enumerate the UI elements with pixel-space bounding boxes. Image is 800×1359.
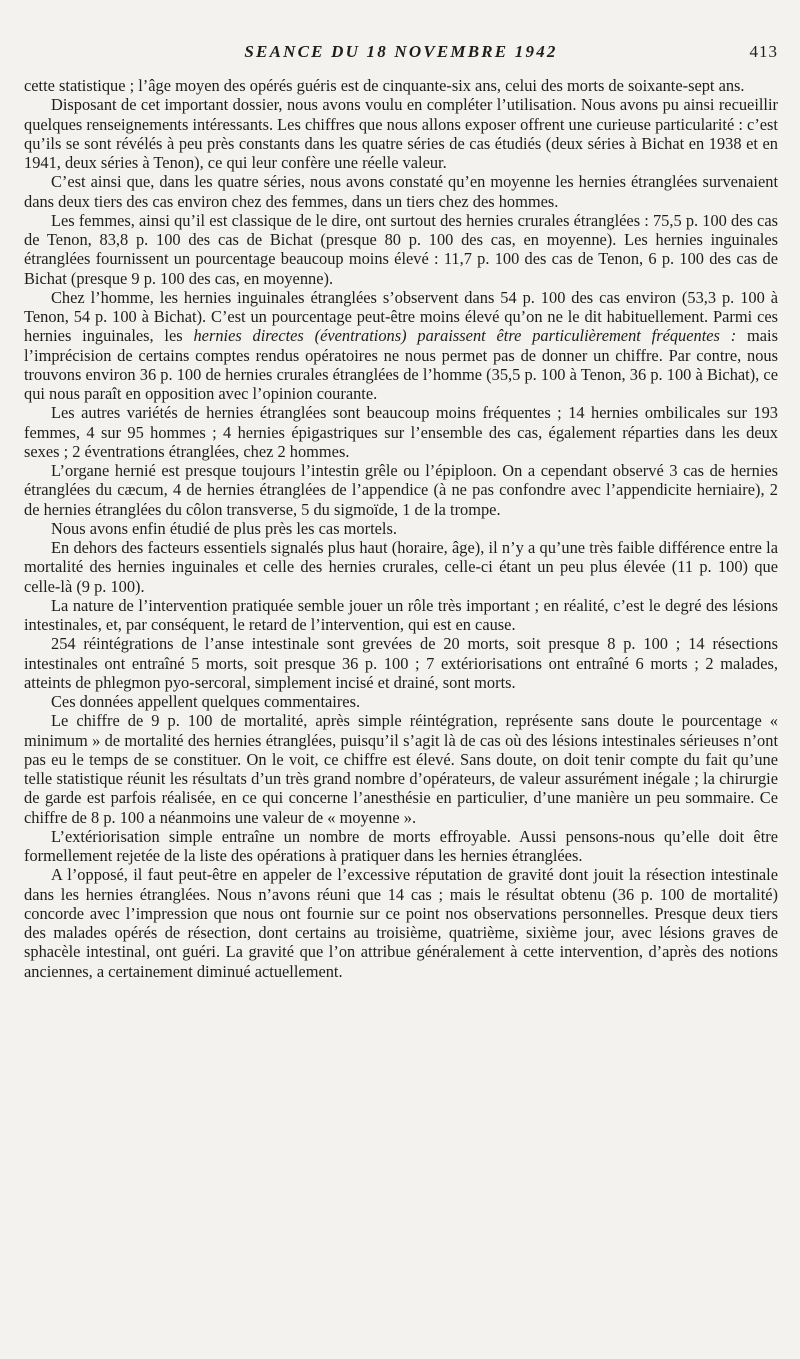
paragraph: La nature de l’intervention pratiquée semble jouer un rôle très important ; en réalité, c’est le degré des lésions intestinales, et, par conséquent, le retard de l’intervention, qui est en cause. [24,595,778,634]
paragraph: Nous avons enfin étudié de plus près les cas mortels. [51,518,397,538]
body-text [24,76,778,981]
paragraph: 254 réintégrations de l’anse intestinale sont grevées de 20 morts, soit presque 8 p. 100 ; 14 résections intestinales ont entraîné 5 morts, soit presque 36 p. 100 ; 7 extériorisations ont entraîné 6 morts ; 2 malades, atteints de phlegmon pyo-sercoral, simplement incisé et drainé, sont morts. [24,634,778,692]
paragraph: Les autres variétés de hernies étranglées sont beaucoup moins fréquentes ; 14 hernies ombilicales sur 193 femmes, 4 sur 95 hommes ; 4 hernies épigastriques sur l’ensemble des cas, également réparties dans les deux sexes ; 2 éventrations étranglées, chez 2 hommes. [24,403,778,461]
paragraph: C’est ainsi que, dans les quatre séries, nous avons constaté qu’en moyenne les hernies étranglées survenaient dans deux tiers des cas environ chez des femmes, dans un tiers chez des hommes. [24,172,778,211]
paragraph: L’extériorisation simple entraîne un nombre de morts effroyable. Aussi pensons-nous qu’elle doit être formellement rejetée de la liste des opérations à pratiquer dans les hernies étranglées. [24,826,778,865]
paragraph: Disposant de cet important dossier, nous avons voulu en compléter l’utilisation. Nous avons pu ainsi recueillir quelques renseignements intéressants. Les chiffres que nous allons exposer offrent une curieuse particularité : c’est qu’ils se sont révélés à peu près constants dans les quatre séries de cas étudiés (deux séries à Bichat en 1938 et en 1941, deux séries à Tenon), ce qui leur confère une réelle valeur. [24,95,778,172]
paragraph: L’organe hernié est presque toujours l’intestin grêle ou l’épiploon. On a cependant observé 3 cas de hernies étranglées du cæcum, 4 de hernies étranglées de l’appendice (à ne pas confondre avec l’appendicite herniaire), 2 de hernies étranglées du côlon transverse, 5 du sigmoïde, 1 de la trompe. [24,461,778,519]
paragraph-italic-text: hernies directes (éventrations) paraissent être particulièrement fréquentes : [193,326,737,346]
paragraph-text: mais l’imprécision de certains comptes rendus opératoires ne nous permet pas de donner un chiffre. Par contre, nous trouvons environ 36 p. 100 de hernies crurales étranglées de l’homme (35,5 p. 100 à Tenon, 36 p. 100 à Bichat), ce qui nous paraît en opposition avec l’opinion courante. [24,326,778,403]
page-number: 413 [749,42,778,61]
paragraph: A l’opposé, il faut peut-être en appeler de l’excessive réputation de gravité dont jouit la résection intestinale dans les hernies étranglées. Nous n’avons réuni que 14 cas ; mais le résultat obtenu (36 p. 100 de mortalité) concorde avec l’impression que nous ont fournie sur ce point nos observations personnelles. Presque deux tiers des malades opérés de résection, dont certains au troisième, quatrième, sixième jour, avec lésions graves de sphacèle intestinal, ont guéri. La gravité que l’on attribue généralement à cette intervention, d’après des notions anciennes, a certainement diminué actuellement. [24,865,778,981]
running-title: SEANCE DU 18 NOVEMBRE 1942 [244,42,558,61]
page-header [24,42,778,68]
paragraph-text: Chez l’homme, les hernies inguinales étranglées s’observent dans 54 p. 100 des cas environ (53,3 p. 100 à Tenon, 54 p. 100 à Bichat). C’est un pourcentage peut-être moins élevé qu’on ne le dit habituellement. Parmi ces hernies inguinales, les [24,287,778,346]
paragraph [24,288,778,404]
paragraph: Ces données appellent quelques commentaires. [51,692,361,711]
paragraph: En dehors des facteurs essentiels signalés plus haut (horaire, âge), il n’y a qu’une très faible différence entre la mortalité des hernies inguinales et celle des hernies crurales, celle-ci étant un peu plus élevée (11 p. 100) que celle-là (9 p. 100). [24,538,778,596]
paragraph: Les femmes, ainsi qu’il est classique de le dire, ont surtout des hernies crurales étranglées : 75,5 p. 100 des cas de Tenon, 83,8 p. 100 des cas de Bichat (presque 80 p. 100 des cas, en moyenne). Les hernies inguinales étranglées fournissent un pourcentage beaucoup moins élevé : 11,7 p. 100 des cas de Tenon, 6 p. 100 des cas de Bichat (presque 9 p. 100 des cas, en moyenne). [24,210,778,288]
paragraph: Le chiffre de 9 p. 100 de mortalité, après simple réintégration, représente sans doute le pourcentage « minimum » de mortalité des hernies étranglées, puisqu’il s’agit là de cas où des lésions intestinales sérieuses n’ont pas eu le temps de se constituer. On le voit, ce chiffre est élevé. Sans doute, on doit tenir compte du fait qu’une telle statistique réunit les résultats d’un très grand nombre d’opérateurs, de valeur assurément inégale ; la chirurgie de garde est parfois réalisée, en ce qui concerne l’anesthésie en particulier, d’une manière un peu sommaire. Ce chiffre de 8 p. 100 a néanmoins une valeur de « moyenne ». [24,711,778,827]
paragraph: cette statistique ; l’âge moyen des opérés guéris est de cinquante-six ans, celui des morts de soixante-sept ans. [24,76,745,95]
